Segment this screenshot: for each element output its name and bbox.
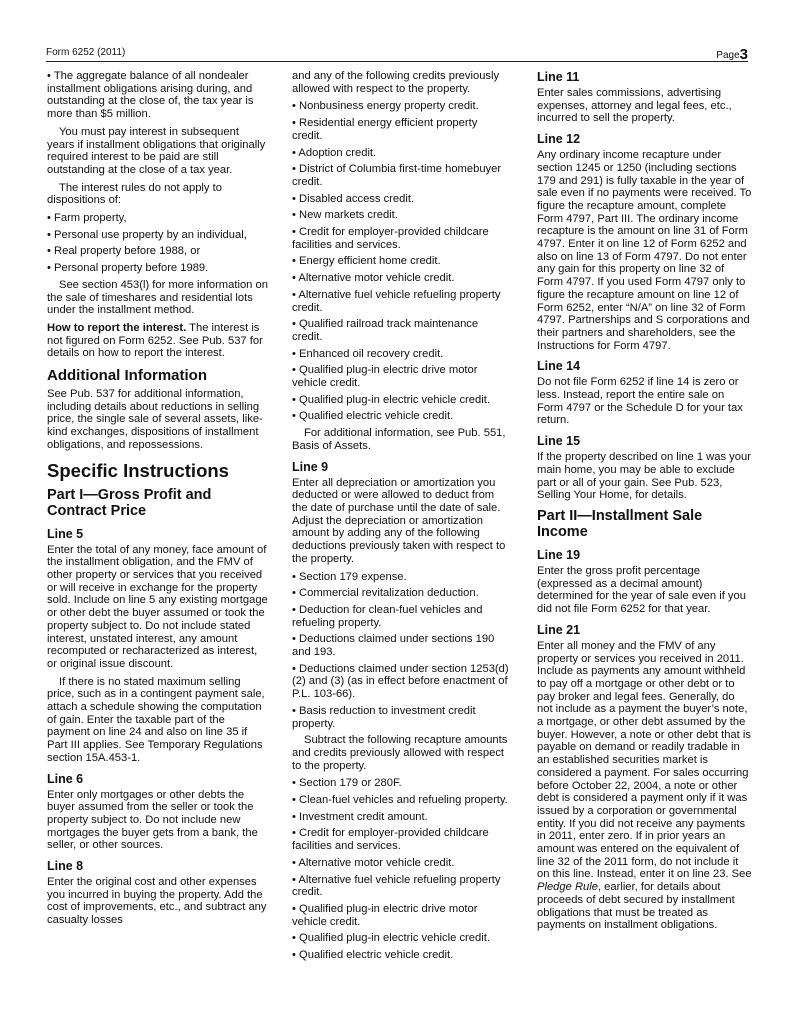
deduction-bullet: • Deductions claimed under section 1253(d)(2) and (3) (as in effect before enactment of P.L. 103-66). [292, 662, 509, 701]
aggregate-balance-bullet: • The aggregate balance of all nondealer installment obligations arising during, and outstanding at the close of, the tax year is more than $5 million. [47, 70, 254, 121]
line14-text: Do not file Form 6252 if line 14 is zero or less. Instead, report the entire sale on Form 4797 or the Schedule D for your tax return. [537, 376, 743, 427]
recapture-bullet: • Investment credit amount. [292, 810, 428, 823]
timeshare-paragraph: See section 453(l) for more information on the sale of timeshares and residential lots under the installment method. [47, 278, 268, 317]
deduction-bullet: • Deductions claimed under sections 190 and 193. [292, 633, 495, 659]
bullet-farm-property: • Farm property, [47, 212, 127, 225]
recapture-bullet: • Qualified plug-in electric drive motor vehicle credit. [292, 902, 478, 928]
interest-rules-paragraph: The interest rules do not apply to dispositions of: [47, 181, 222, 207]
line6-text: Enter only mortgages or other debts the buyer assumed from the seller or took the property subject to. Do not include new mortgages the buyer gets from a bank, the seller, or other sources. [47, 788, 258, 852]
credit-bullet: • Qualified plug-in electric drive motor vehicle credit. [292, 364, 478, 390]
credit-bullet: • Alternative motor vehicle credit. [292, 272, 455, 285]
line8-text: Enter the original cost and other expenses you incurred in buying the property. Add the cost of improvements, etc., and subtract any casualty losses [47, 876, 267, 927]
recapture-bullet: • Alternative fuel vehicle refueling property credit. [292, 873, 501, 899]
credit-bullet: • Disabled access credit. [292, 192, 415, 205]
line5-heading: Line 5 [47, 526, 84, 541]
additional-information-heading: Additional Information [47, 367, 207, 385]
specific-instructions-heading: Specific Instructions [47, 459, 229, 481]
how-to-report-heading: How to report the interest. [47, 321, 187, 334]
line19-heading: Line 19 [537, 547, 581, 562]
line5-text: Enter the total of any money, face amount of the installment obligation, and the FMV of other property or services that you received or will receive in exchange for the property sold. Include on line 5 any existing mortgage or other debt the buyer assumed or took the property subject to. Do not include stated interest, unstated interest, any amount recomputed or recharacterized as interest, or original issue discount. [47, 543, 268, 670]
recapture-paragraph: Subtract the following recapture amounts and credits previously allowed with respect to the property. [292, 734, 508, 772]
recapture-bullet: • Qualified electric vehicle credit. [292, 949, 454, 962]
line21-text-b: , earlier, for details about proceeds of debt secured by installment obligations that must be treated as payments on installment obligations. [537, 881, 735, 932]
credit-bullet: • New markets credit. [292, 209, 398, 222]
credit-bullet: • Nonbusiness energy property credit. [292, 100, 479, 113]
how-to-report-text: The interest is not figured on Form 6252. See Pub. 537 for details on how to report the interest. [47, 321, 263, 360]
recapture-bullet: • Section 179 or 280F. [292, 777, 402, 790]
line11-text: Enter sales commissions, advertising expenses, attorney and legal fees, etc., incurred to sell the property. [537, 87, 732, 125]
line6-heading: Line 6 [47, 771, 84, 786]
credit-bullet: • Residential energy efficient property credit. [292, 117, 478, 142]
page-indicator [716, 45, 748, 62]
credit-bullet: • Qualified electric vehicle credit. [292, 410, 454, 423]
credit-bullet: • Adoption credit. [292, 146, 377, 159]
column-3 [537, 70, 752, 937]
credits-intro: and any of the following credits previously allowed with respect to the property. [292, 70, 500, 95]
page-header [46, 45, 748, 62]
line11-heading: Line 11 [537, 70, 580, 84]
additional-information-text: See Pub. 537 for additional information, including details about reductions in selling price, the single sale of several assets, like-kind exchanges, dispositions of installment obligations, and repossessions. [47, 388, 263, 451]
how-to-report-paragraph [47, 322, 268, 360]
column-2 [292, 70, 510, 966]
deduction-bullet: • Section 179 expense. [292, 570, 407, 583]
credit-bullet: • Qualified railroad track maintenance credit. [292, 318, 479, 343]
line15-text: If the property described on line 1 was your main home, you may be able to exclude part or all of your gain. See Pub. 523, Selling Your Home, for details. [537, 451, 751, 502]
bullet-real-property: • Real property before 1988, or [47, 245, 201, 258]
line9-heading: Line 9 [292, 459, 329, 474]
line12-heading: Line 12 [537, 132, 581, 147]
line12-text: Any ordinary income recapture under section 1245 or 1250 (including sections 179 and 291) is fully taxable in the year of sale even if no payments were received. To figure the recapture amount, complete Form 4797, Part III. The ordinary income recapture is the amount on line 31 of Form 4797. Enter it on line 12 of Form 6252 and also on line 13 of Form 4797. Do not enter any gain for this property on line 32 of Form 4797. If you used Form 4797 only to figure the recapture amount on line 12 of Form 6252, enter “N/A” on line 32 of Form 4797. Partnerships and S corporations and their partners and shareholders, see the Instructions for Form 4797. [537, 149, 752, 352]
column-1 [47, 70, 268, 932]
line21-text [537, 640, 752, 932]
line9-text: Enter all depreciation or amortization you deducted or were allowed to deduct from the date of purchase until the date of sale. Adjust the depreciation or amortization amount by adding any of the following deductions previously taken with respect to the property. [292, 476, 506, 565]
line14-heading: Line 14 [537, 359, 581, 374]
page-label: Page [716, 50, 740, 61]
recapture-bullet: • Qualified plug-in electric vehicle credit. [292, 932, 490, 945]
credit-bullet: • Qualified plug-in electric vehicle credit. [292, 393, 490, 406]
recapture-bullet: • Credit for employer-provided childcare facilities and services. [292, 827, 489, 853]
deduction-bullet: • Basis reduction to investment credit property. [292, 704, 476, 730]
credit-bullet: • Alternative fuel vehicle refueling property credit. [292, 288, 501, 314]
part2-heading: Part II—Installment Sale Income [537, 507, 703, 541]
credit-bullet: • Energy efficient home credit. [292, 255, 441, 268]
credit-bullet: • Credit for employer-provided childcare facilities and services. [292, 226, 489, 251]
deduction-bullet: • Deduction for clean-fuel vehicles and refueling property. [292, 603, 483, 629]
line21-text-a: Enter all money and the FMV of any property or services you received in 2011. Include as payments any amount withheld to pay off a mortgage or other debt or to pay broker and legal fees. Generally, do not include as a payment the buyer’s note, a mortgage, or other debt assumed by the buyer. However, a note or other debt that is payable on demand or readily tradable in an established securities market is considered a payment. For sales occurring before October 22, 2004, a note or other debt is considered a payment only if it was issued by a corporation or governmental entity. If you did not receive any payments in 2011, enter zero. If in prior years an amount was entered on the equivalent of line 32 of the 2011 form, do not include it on this line. Instead, enter it on line 23. See [537, 639, 752, 881]
pledge-rule-reference: Pledge Rule [537, 881, 598, 894]
deduction-bullet: • Commercial revitalization deduction. [292, 587, 479, 600]
interest-paragraph: You must pay interest in subsequent years if installment obligations that originally required interest to be paid are still outstanding at the close of a tax year. [47, 125, 266, 176]
credit-bullet: • District of Columbia first-time homebuyer credit. [292, 163, 502, 188]
line19-text: Enter the gross profit percentage (expressed as a decimal amount) determined for the year of sale even if you did not file Form 6252 for that year. [537, 564, 746, 616]
bullet-personal-property: • Personal property before 1989. [47, 262, 209, 275]
basis-assets-paragraph: For additional information, see Pub. 551, Basis of Assets. [292, 427, 506, 452]
credit-bullet: • Enhanced oil recovery credit. [292, 347, 444, 360]
line8-heading: Line 8 [47, 859, 84, 874]
recapture-bullet: • Alternative motor vehicle credit. [292, 856, 455, 869]
form-label: Form 6252 (2011) [46, 47, 126, 58]
part1-heading: Part I—Gross Profit and Contract Price [47, 486, 212, 520]
page-number: 3 [739, 46, 748, 63]
line21-heading: Line 21 [537, 622, 581, 637]
recapture-bullet: • Clean-fuel vehicles and refueling property. [292, 794, 508, 807]
line15-heading: Line 15 [537, 434, 581, 449]
bullet-personal-use: • Personal use property by an individual, [47, 228, 247, 241]
line5-text-2: If there is no stated maximum selling price, such as in a contingent payment sale, attach a schedule showing the computation of gain. Enter the taxable part of the payment on line 24 and also on line 35 if Part III applies. See Temporary Regulations section 15A.453-1. [47, 675, 265, 764]
